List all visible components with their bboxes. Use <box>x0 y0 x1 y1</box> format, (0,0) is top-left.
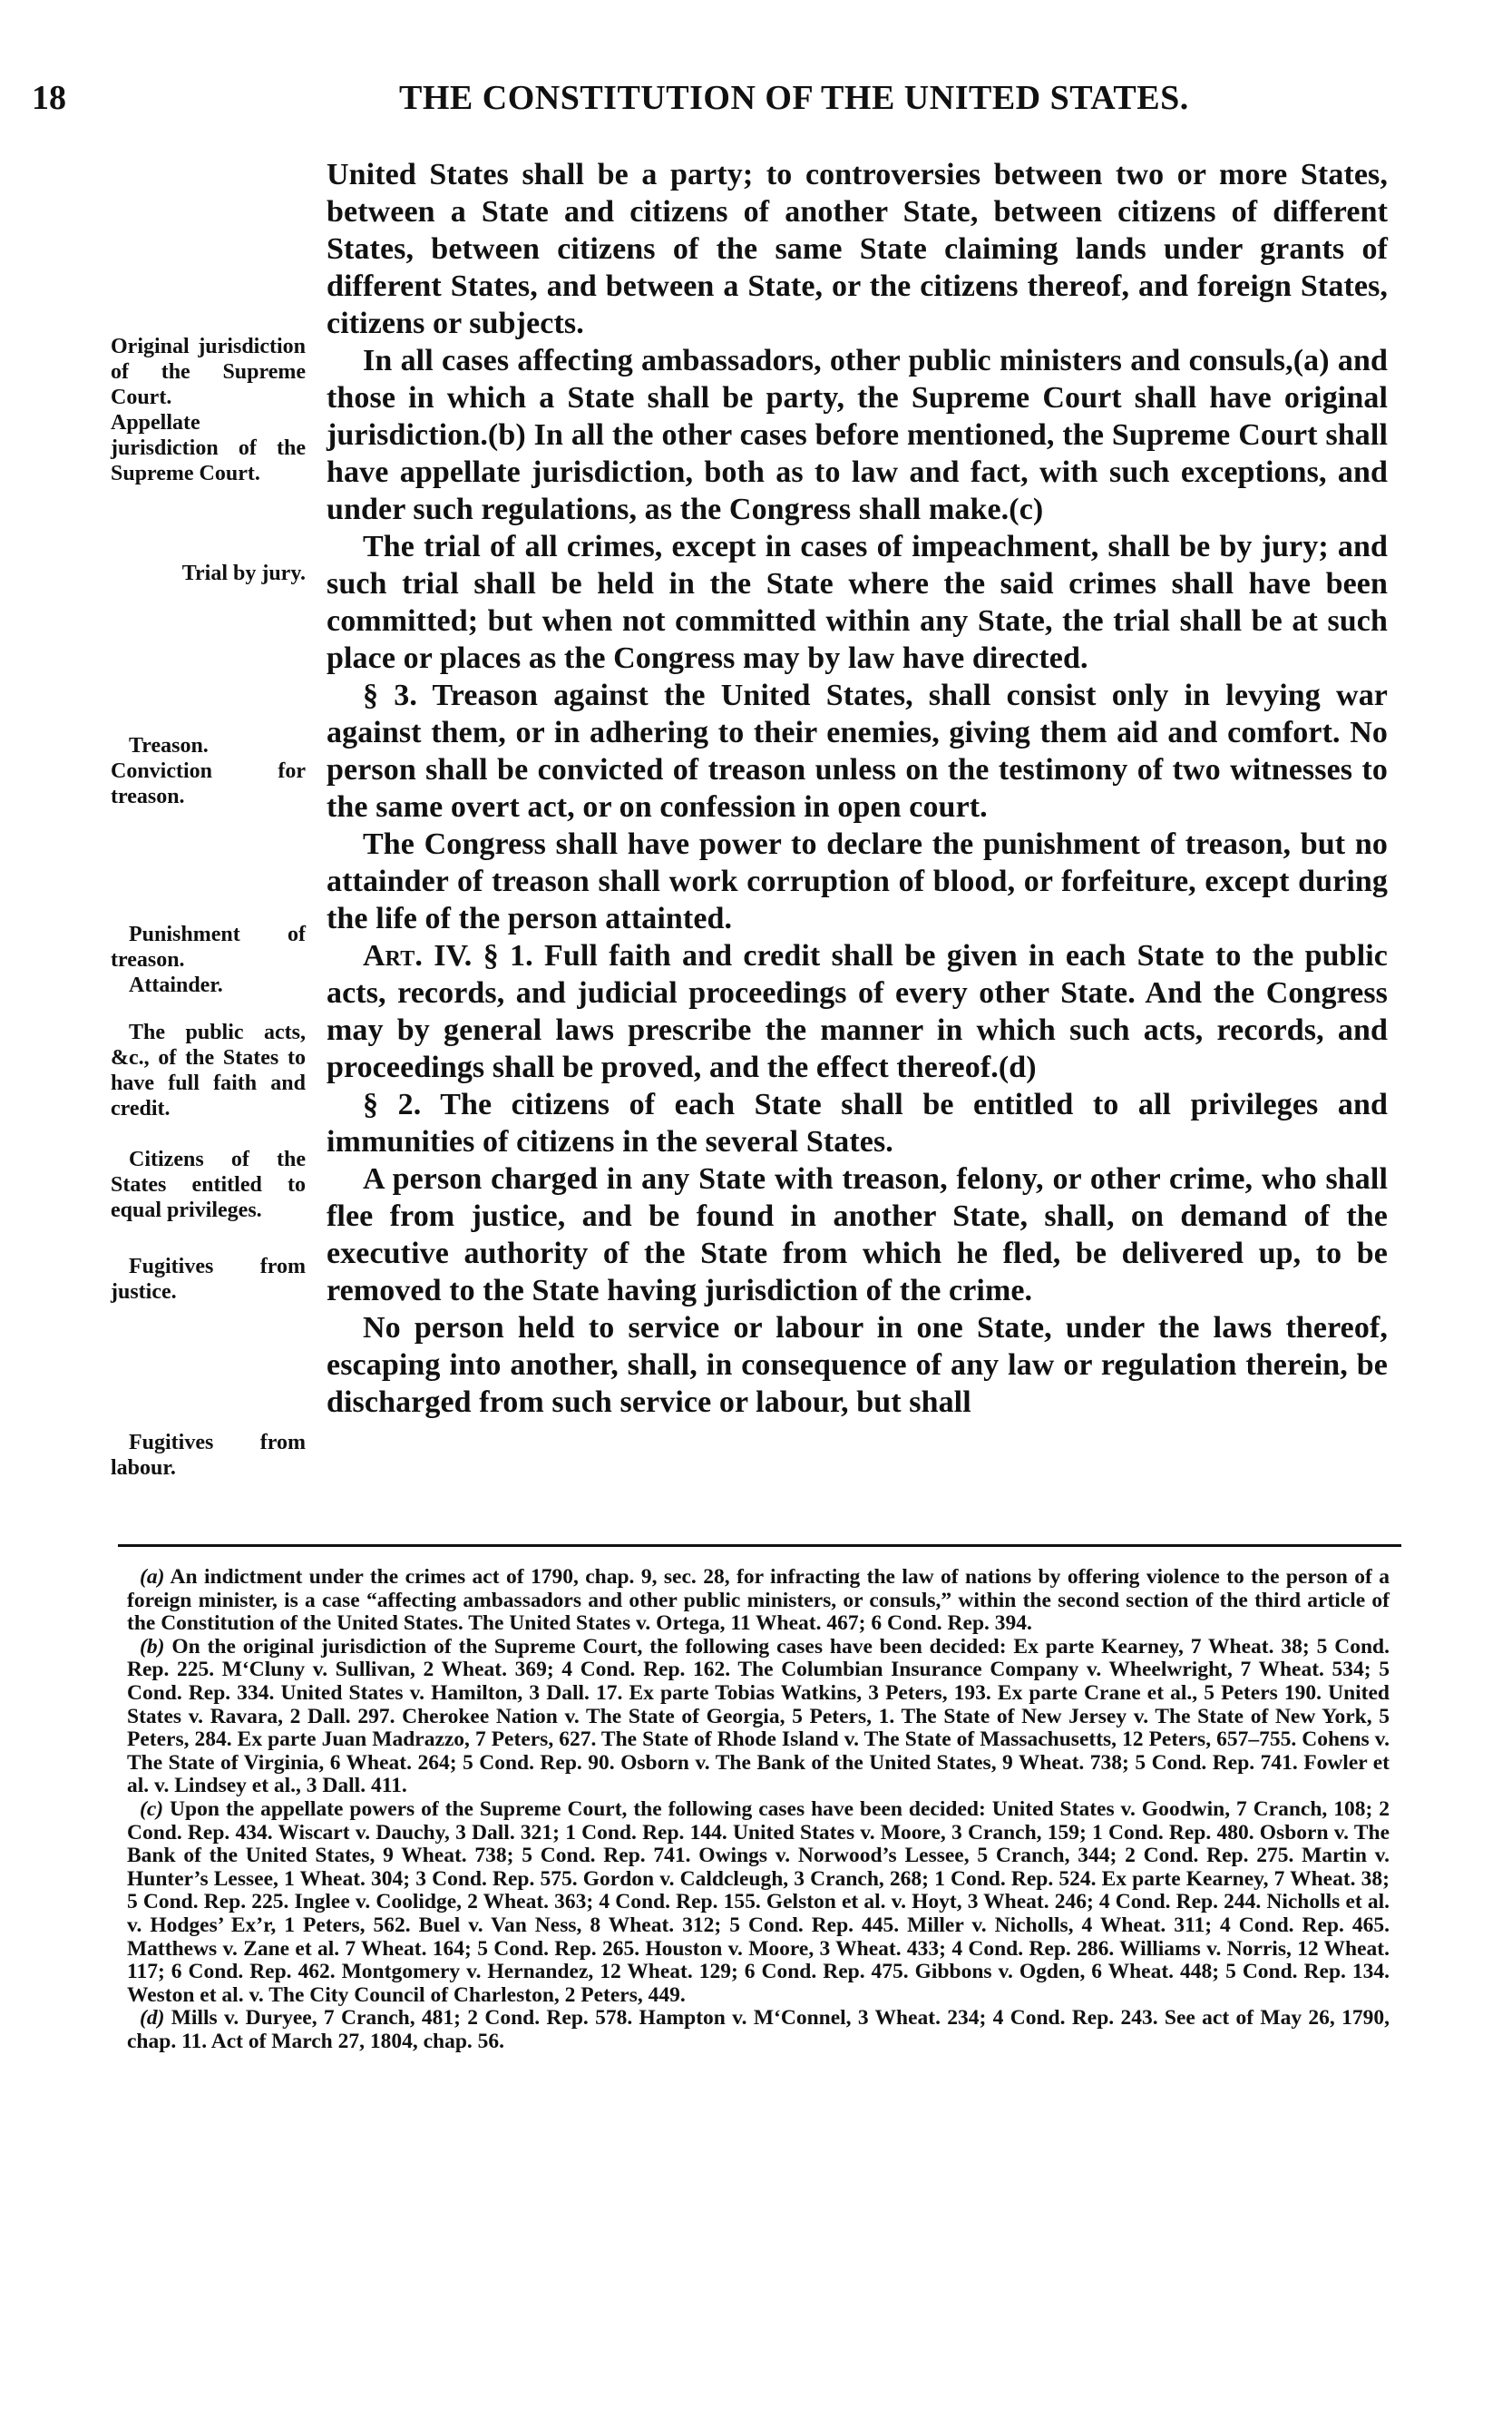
article-label: Art. IV. <box>363 939 473 973</box>
paragraph-original-appellate-jurisdiction: In all cases affecting ambassadors, other public ministers and consuls,(a) and those in which a State shall be party, the Supreme Court shall have original jurisdiction.(b) In all the other cases before mentioned, the Supreme Court shall have appellate jurisdiction, both as to law and fact, with such exceptions, and under such regulations, as the Congress shall make.(c) <box>327 344 1388 526</box>
margin-note-original-jurisdiction <box>111 334 306 410</box>
paragraph-treason-definition: § 3. Treason against the United States, shall consist only in levying war against them, or in adhering to their enemies, giving them aid and comfort. No person shall be convicted of treason unless on the testimony of two witnesses to the same overt act, or on confession in open court. <box>327 679 1388 824</box>
paragraph-trial-by-jury: The trial of all crimes, except in cases of impeachment, shall be by jury; and such trial shall be held in the State where the said crimes shall have been committed; but when not committed within any State, the trial shall be at such place or places as the Congress may by law have directed. <box>327 530 1388 675</box>
margin-note-text: Conviction for treason. <box>111 759 306 808</box>
footnote-mark: (c) <box>140 1796 164 1821</box>
margin-note-attainder <box>111 973 306 998</box>
margin-note-text: Appellate jurisdiction of the Supreme Court. <box>111 411 306 485</box>
margin-note-full-faith-and-credit <box>111 1020 306 1121</box>
running-title: THE CONSTITUTION OF THE UNITED STATES. <box>399 79 1189 117</box>
footnote-d <box>127 2007 1390 2053</box>
margin-note-privileges-and-immunities <box>111 1147 306 1223</box>
footnote-divider <box>118 1544 1401 1547</box>
paragraph-fugitives-from-justice: A person charged in any State with treason, felony, or other crime, who shall flee from justice, and be found in another State, shall, on demand of the executive authority of the State from which he fled, be delivered up, to be removed to the State having jurisdiction of the crime. <box>327 1162 1388 1307</box>
footnote-text: Mills v. Duryee, 7 Cranch, 481; 2 Cond. Rep. 578. Hampton v. M‘Connel, 3 Wheat. 234; 4 Cond. Rep. 243. See act of May 26, 1790, chap. 11. Act of March 27, 1804, chap. 56. <box>127 2006 1390 2053</box>
page-number: 18 <box>32 79 66 117</box>
footnote-mark: (b) <box>140 1634 165 1659</box>
footnote-text: An indictment under the crimes act of 1790, chap. 9, sec. 28, for infracting the law of nations by offering violence to the person of a foreign minister, is a case “affecting ambassadors and other public ministers, or consuls,” within the second section of the third article of the Constitution of the United States. The United States v. Ortega, 11 Wheat. 467; 6 Cond. Rep. 394. <box>127 1565 1390 1636</box>
paragraph-article-iv-section-1 <box>327 937 1388 1086</box>
footnote-text: Upon the appellate powers of the Supreme Court, the following cases have been decided: United States v. Goodwin, 7 Cranch, 108; 2 Cond. Rep. 434. Wiscart v. Dauchy, 3 Dall. 321; 1 Cond. Rep. 144. United States v. Moore, 3 Cranch, 159; 1 Cond. Rep. 480. Osborn v. The Bank of the United States, 9 Wheat. 738; 5 Cond. Rep. 741. Owings v. Norwood’s Lessee, 5 Cranch, 344; 2 Cond. Rep. 275. Martin v. Hunter’s Lessee, 1 Wheat. 304; 3 Cond. Rep. 575. Gordon v. Caldcleugh, 3 Cranch, 268; 1 Cond. Rep. 524. Ex parte Kearney, 7 Wheat. 38; 5 Cond. Rep. 225. Inglee v. Coolidge, 2 Wheat. 363; 4 Cond. Rep. 155. Gelston et al. v. Hoyt, 3 Wheat. 246; 4 Cond. Rep. 244. Nicholls et al. v. Hodges’ Ex’r, 1 Peters, 562. Buel v. Van Ness, 8 Wheat. 312; 5 Cond. Rep. 445. Miller v. Nicholls, 4 Wheat. 311; 4 Cond. Rep. 465. Matthews v. Zane et al. 7 Wheat. 164; 5 Cond. Rep. 265. Houston v. Moore, 3 Wheat. 433; 4 Cond. Rep. 286. Williams v. Norris, 12 Wheat. 117; 6 Cond. Rep. 462. Montgomery v. Hernandez, 12 Wheat. 129; 6 Cond. Rep. 475. Gibbons v. Ogden, 6 Wheat. 448; 5 Cond. Rep. 134. Weston et al. v. The City Council of Charleston, 2 Peters, 449. <box>127 1796 1390 2007</box>
margin-note-text: Fugitives from justice. <box>111 1255 306 1304</box>
article-iv-section-1-text: § 1. Full faith and credit shall be given in each State to the public acts, records, and judicial proceedings of every other State. And the Congress may by general laws prescribe the manner in which such acts, records, and proceedings shall be proved, and the effect thereof.(d) <box>327 939 1388 1084</box>
body-text <box>327 156 1388 1421</box>
margin-note-text: Punishment of treason. <box>111 923 306 972</box>
footnote-a <box>127 1566 1390 1636</box>
margin-note-conviction-for-treason <box>111 758 306 809</box>
footnotes <box>127 1566 1390 2053</box>
footnote-b <box>127 1636 1390 1798</box>
margin-note-fugitives-from-labour <box>111 1430 306 1481</box>
margin-note-text: Treason. <box>129 734 209 758</box>
margin-note-text: The public acts, &c., of the States to have full faith and credit. <box>111 1021 306 1121</box>
margin-note-fugitives-from-justice <box>111 1254 306 1305</box>
margin-note-text: Original jurisdiction of the Supreme Court. <box>111 335 306 409</box>
footnote-mark: (a) <box>140 1565 165 1589</box>
margin-note-text: Fugitives from labour. <box>111 1431 306 1480</box>
paragraph-article-iv-section-2: § 2. The citizens of each State shall be entitled to all privileges and immunities of citizens in the several States. <box>327 1088 1388 1159</box>
margin-note-text: Citizens of the States entitled to equal privileges. <box>111 1148 306 1222</box>
footnote-mark: (d) <box>140 2006 165 2031</box>
footnote-text: On the original jurisdiction of the Supreme Court, the following cases have been decided: Ex parte Kearney, 7 Wheat. 38; 5 Cond. Rep. 225. M‘Cluny v. Sullivan, 2 Wheat. 369; 4 Cond. Rep. 162. The Columbian Insurance Company v. Wheelwright, 7 Wheat. 534; 5 Cond. Rep. 334. United States v. Hamilton, 3 Dall. 17. Ex parte Tobias Watkins, 3 Peters, 193. Ex parte Crane et al., 5 Peters 190. United States v. Ravara, 2 Dall. 297. Cherokee Nation v. The State of Georgia, 5 Peters, 1. The State of New Jersey v. The State of New York, 5 Peters, 284. Ex parte Juan Madrazzo, 7 Peters, 627. The State of Rhode Island v. The State of Massachusetts, 12 Peters, 657–755. Cohens v. The State of Virginia, 6 Wheat. 264; 5 Cond. Rep. 90. Osborn v. The Bank of the United States, 9 Wheat. 738; 5 Cond. Rep. 741. Fowler et al. v. Lindsey et al., 3 Dall. 411. <box>127 1634 1390 1798</box>
margin-note-text: Trial by jury. <box>181 562 306 585</box>
footnote-c <box>127 1798 1390 2007</box>
margin-note-trial-by-jury <box>111 561 306 586</box>
margin-note-text: Attainder. <box>129 974 223 997</box>
margin-note-punishment-of-treason <box>111 922 306 973</box>
margin-note-treason <box>111 733 306 758</box>
paragraph-fugitives-from-labour: No person held to service or labour in one State, under the laws thereof, escaping into another, shall, in consequence of any law or regulation therein, be discharged from such service or labour, but shall <box>327 1311 1388 1419</box>
paragraph-treason-punishment: The Congress shall have power to declare the punishment of treason, but no attainder of treason shall work corruption of blood, or forfeiture, except during the life of the person attainted. <box>327 827 1388 935</box>
paragraph-jurisdiction-controversies: United States shall be a party; to controversies between two or more States, between a State and citizens of another State, between citizens of different States, between citizens of the same State claiming lands under grants of different States, and between a State, or the citizens thereof, and foreign States, citizens or subjects. <box>327 158 1388 340</box>
margin-note-appellate-jurisdiction <box>111 410 306 486</box>
